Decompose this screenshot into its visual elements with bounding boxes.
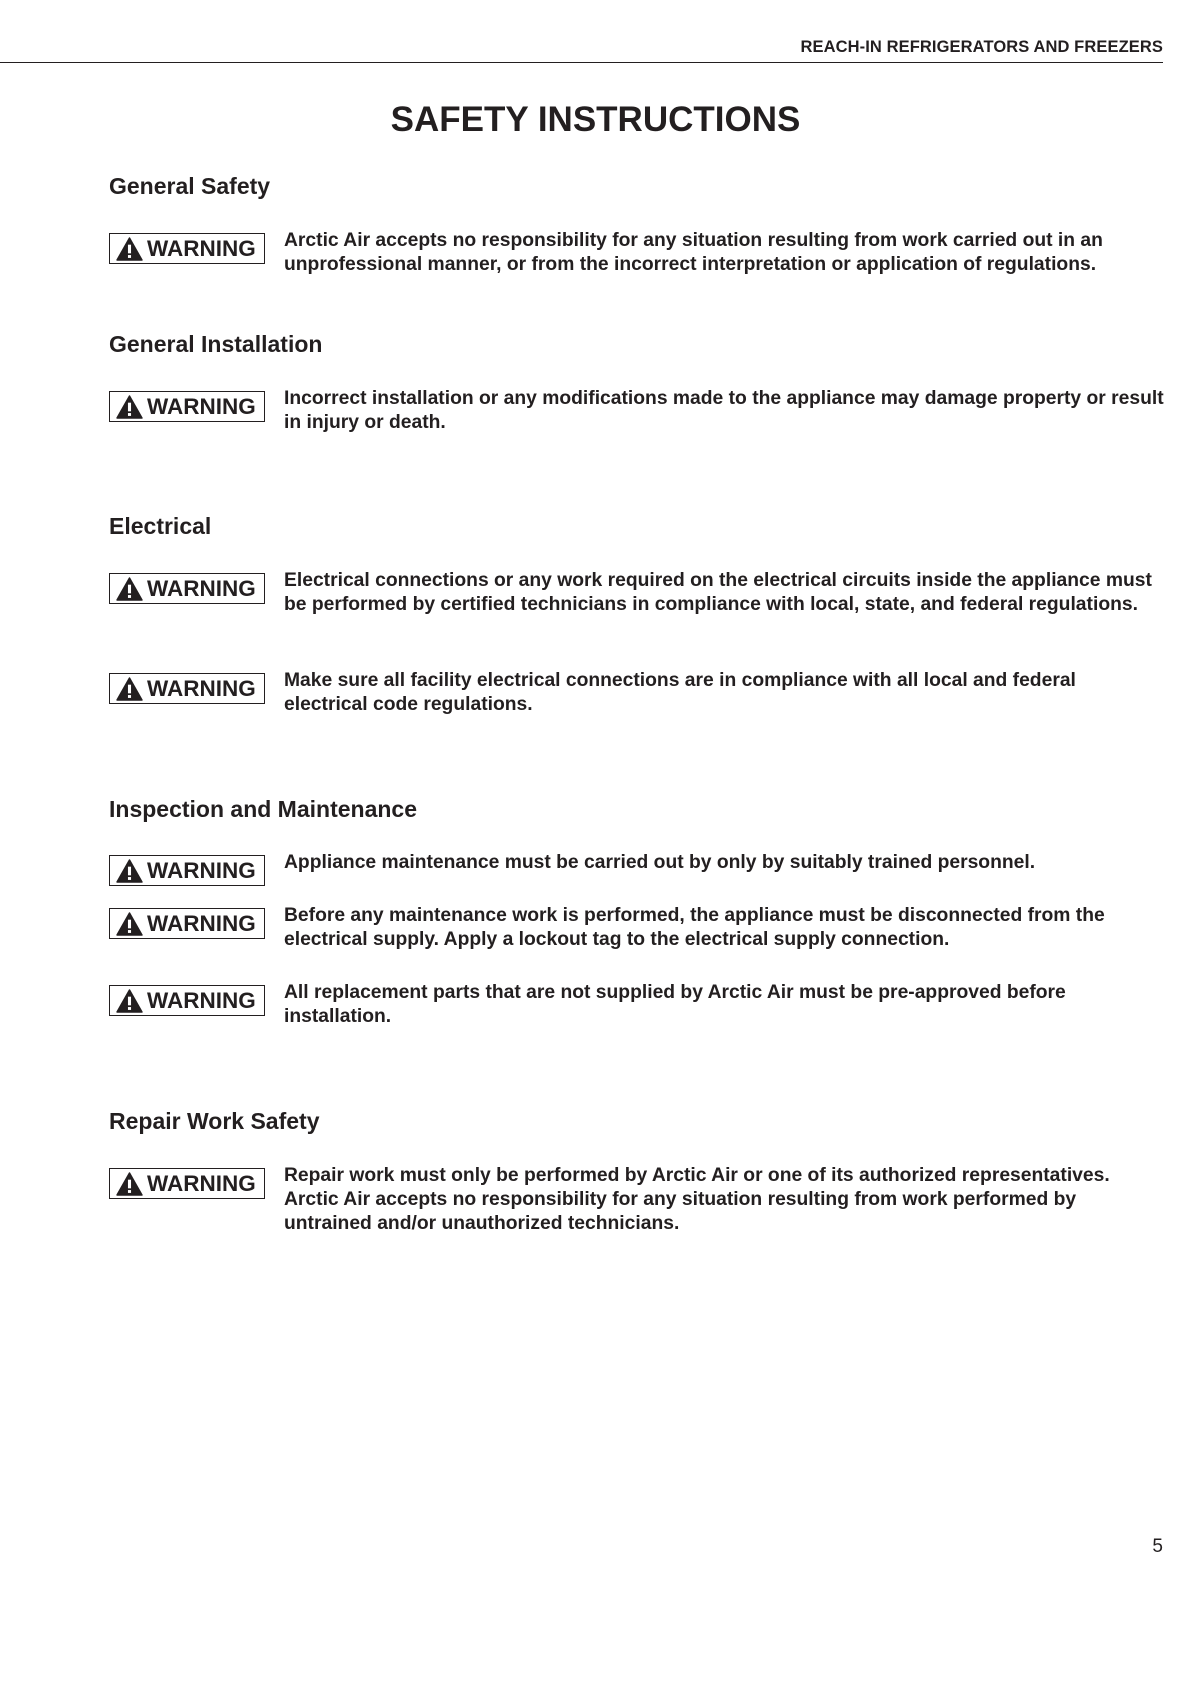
page-number: 5 xyxy=(1152,1536,1163,1557)
warning-badge xyxy=(109,233,265,264)
warning-badge xyxy=(109,985,265,1016)
warning-triangle-icon xyxy=(116,395,143,419)
warning-label: WARNING xyxy=(147,676,256,702)
warning-text: All replacement parts that are not supplied by Arctic Air must be pre-approved before installation. xyxy=(284,982,1066,1027)
warning-text: Repair work must only be performed by Arctic Air or one of its authorized representatives. Arctic Air accepts no responsibility for any situation resulting from work performed by untrained and/or unauthorized technicians. xyxy=(284,1165,1110,1234)
warning-label: WARNING xyxy=(147,236,256,262)
warning-text: Electrical connections or any work required on the electrical circuits inside the appliance must be performed by certified technicians in compliance with local, state, and federal regulations. xyxy=(284,570,1152,615)
warning-label: WARNING xyxy=(147,988,256,1014)
warning-label: WARNING xyxy=(147,1171,256,1197)
warning-text: Appliance maintenance must be carried out by only by suitably trained personnel. xyxy=(284,852,1036,873)
warning-badge xyxy=(109,573,265,604)
warning-text: Arctic Air accepts no responsibility for any situation resulting from work carried out in an unprofessional manner, or from the incorrect interpretation or application of regulations. xyxy=(284,230,1103,275)
warning-label: WARNING xyxy=(147,911,256,937)
header-title: REACH-IN REFRIGERATORS AND FREEZERS xyxy=(800,38,1163,56)
warning-badge xyxy=(109,673,265,704)
page-title: SAFETY INSTRUCTIONS xyxy=(390,100,801,139)
warning-triangle-icon xyxy=(116,912,143,936)
section-heading-general-installation: General Installation xyxy=(109,331,323,357)
page-header xyxy=(0,38,1163,63)
warning-badge xyxy=(109,391,265,422)
warning-badge xyxy=(109,855,265,886)
section-heading-inspection-maintenance: Inspection and Maintenance xyxy=(109,796,417,822)
warning-label: WARNING xyxy=(147,394,256,420)
warning-triangle-icon xyxy=(116,859,143,883)
section-heading-repair-work-safety: Repair Work Safety xyxy=(109,1108,320,1134)
warning-triangle-icon xyxy=(116,1172,143,1196)
warning-label: WARNING xyxy=(147,576,256,602)
warning-triangle-icon xyxy=(116,677,143,701)
warning-text: Incorrect installation or any modifications made to the appliance may damage property or result in injury or death. xyxy=(284,388,1164,433)
section-heading-electrical: Electrical xyxy=(109,513,212,539)
warning-label: WARNING xyxy=(147,858,256,884)
warning-triangle-icon xyxy=(116,989,143,1013)
warning-badge xyxy=(109,908,265,939)
warning-badge xyxy=(109,1168,265,1199)
warning-triangle-icon xyxy=(116,237,143,261)
section-heading-general-safety: General Safety xyxy=(109,173,271,199)
warning-text: Make sure all facility electrical connections are in compliance with all local and federal electrical code regulations. xyxy=(284,670,1076,715)
warning-text: Before any maintenance work is performed, the appliance must be disconnected from the electrical supply. Apply a lockout tag to the electrical supply connection. xyxy=(284,905,1105,950)
warning-triangle-icon xyxy=(116,577,143,601)
